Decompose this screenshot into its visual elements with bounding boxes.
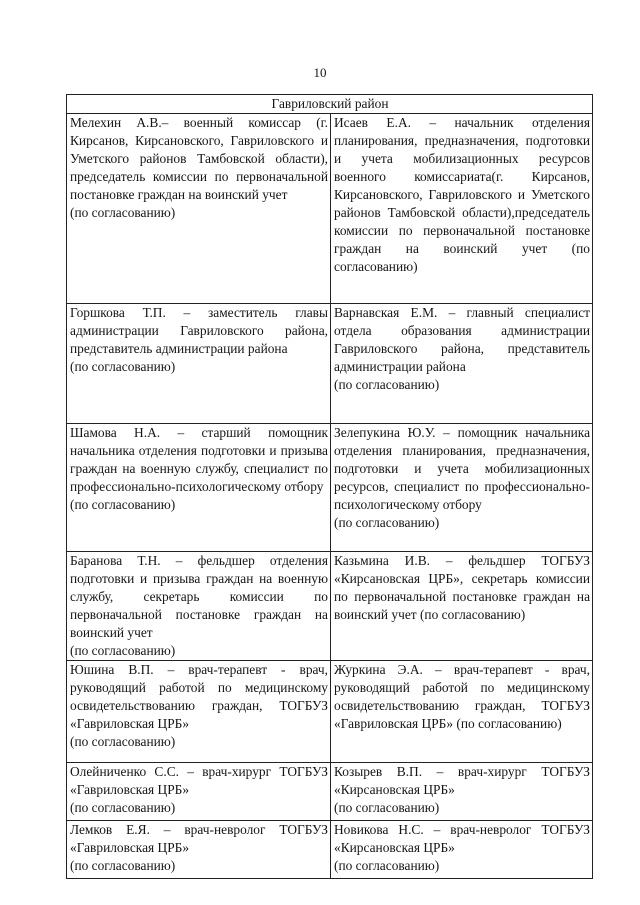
table-header-row [67, 95, 593, 114]
table-row [67, 821, 593, 879]
deputy-cell [331, 763, 593, 821]
approval-note: (по согласованию) [70, 359, 176, 374]
table-row [67, 661, 593, 763]
table-row [67, 424, 593, 552]
approval-note: (по согласованию) [334, 377, 440, 392]
approval-note: (по согласованию) [334, 800, 440, 815]
district-title: Гавриловский район [67, 95, 593, 114]
member-cell [67, 552, 331, 661]
member-text: Шамова Н.А. – старший помощник начальника отделения подготовки и призыва граждан на военную службу, специалист по профессионально-психологическому отбору [70, 425, 328, 494]
deputy-text: Журкина Э.А. – врач-терапевт - врач, руководящий работой по медицинскому освидетельствованию граждан, ТОГБУЗ «Гавриловская ЦРБ» (по согласованию) [334, 662, 591, 731]
deputy-cell [331, 304, 593, 424]
member-text: Баранова Т.Н. – фельдшер отделения подготовки и призыва граждан на военную службу, секретарь комиссии по первоначальной постановке граждан на воинский учет [70, 553, 328, 640]
member-cell [67, 304, 331, 424]
member-text: Юшина В.П. – врач-терапевт - врач, руководящий работой по медицинскому освидетельствованию граждан, ТОГБУЗ «Гавриловская ЦРБ» [70, 662, 328, 731]
approval-note: (по согласованию) [70, 734, 176, 749]
deputy-cell [331, 821, 593, 879]
approval-note: (по согласованию) [70, 858, 176, 873]
member-text: Горшкова Т.П. – заместитель главы администрации Гавриловского района, представитель администрации района [70, 305, 328, 356]
approval-note: (по согласованию) [334, 858, 440, 873]
deputy-text: Зелепукина Ю.У. – помощник начальника отделения планирования, предназначения, подготовки и учета мобилизационных ресурсов, специалист по профессионально-психологическому отбору [334, 425, 591, 512]
approval-note: (по согласованию) [70, 497, 176, 512]
approval-note: (по согласованию) [70, 205, 176, 220]
table-row [67, 304, 593, 424]
table-row [67, 763, 593, 821]
deputy-text: Новикова Н.С. – врач-невролог ТОГБУЗ «Кирсановская ЦРБ» [334, 822, 591, 855]
deputy-cell [331, 114, 593, 304]
member-cell [67, 114, 331, 304]
deputy-text: Варнавская Е.М. – главный специалист отдела образования администрации Гавриловского района, представитель администрации района [334, 305, 591, 374]
approval-note: (по согласованию) [70, 800, 176, 815]
member-cell [67, 763, 331, 821]
deputy-text: Козырев В.П. – врач-хирург ТОГБУЗ «Кирсановская ЦРБ» [334, 764, 591, 797]
approval-note: (по согласованию) [70, 643, 176, 658]
member-cell [67, 661, 331, 763]
approval-note: (по согласованию) [334, 515, 440, 530]
deputy-text: Казьмина И.В. – фельдшер ТОГБУЗ «Кирсановская ЦРБ», секретарь комиссии по первоначальной постановке граждан на воинский учет (по согласованию) [334, 553, 591, 622]
deputy-cell [331, 661, 593, 763]
deputy-cell [331, 424, 593, 552]
page-number: 10 [313, 65, 327, 80]
commission-table [66, 94, 593, 879]
member-text: Мелехин А.В.– военный комиссар (г. Кирсанов, Кирсановского, Гавриловского и Уметского районов Тамбовской области), председатель комиссии по первоначальной постановке граждан на воинский учет [70, 115, 328, 202]
deputy-text: Исаев Е.А. – начальник отделения планирования, предназначения, подготовки и учета мобилизационных ресурсов военного комиссариата(г. Кирсанов, Кирсановского, Гавриловского и Уметского районов Тамбовской области),председатель комиссии по первоначальной постановке граждан на воинский учет (по согласованию) [334, 115, 591, 274]
table-row [67, 114, 593, 304]
table-row [67, 552, 593, 661]
deputy-cell [331, 552, 593, 661]
member-text: Олейниченко С.С. – врач-хирург ТОГБУЗ «Гавриловская ЦРБ» [70, 764, 328, 797]
member-cell [67, 821, 331, 879]
member-cell [67, 424, 331, 552]
member-text: Лемков Е.Я. – врач-невролог ТОГБУЗ «Гавриловская ЦРБ» [70, 822, 328, 855]
